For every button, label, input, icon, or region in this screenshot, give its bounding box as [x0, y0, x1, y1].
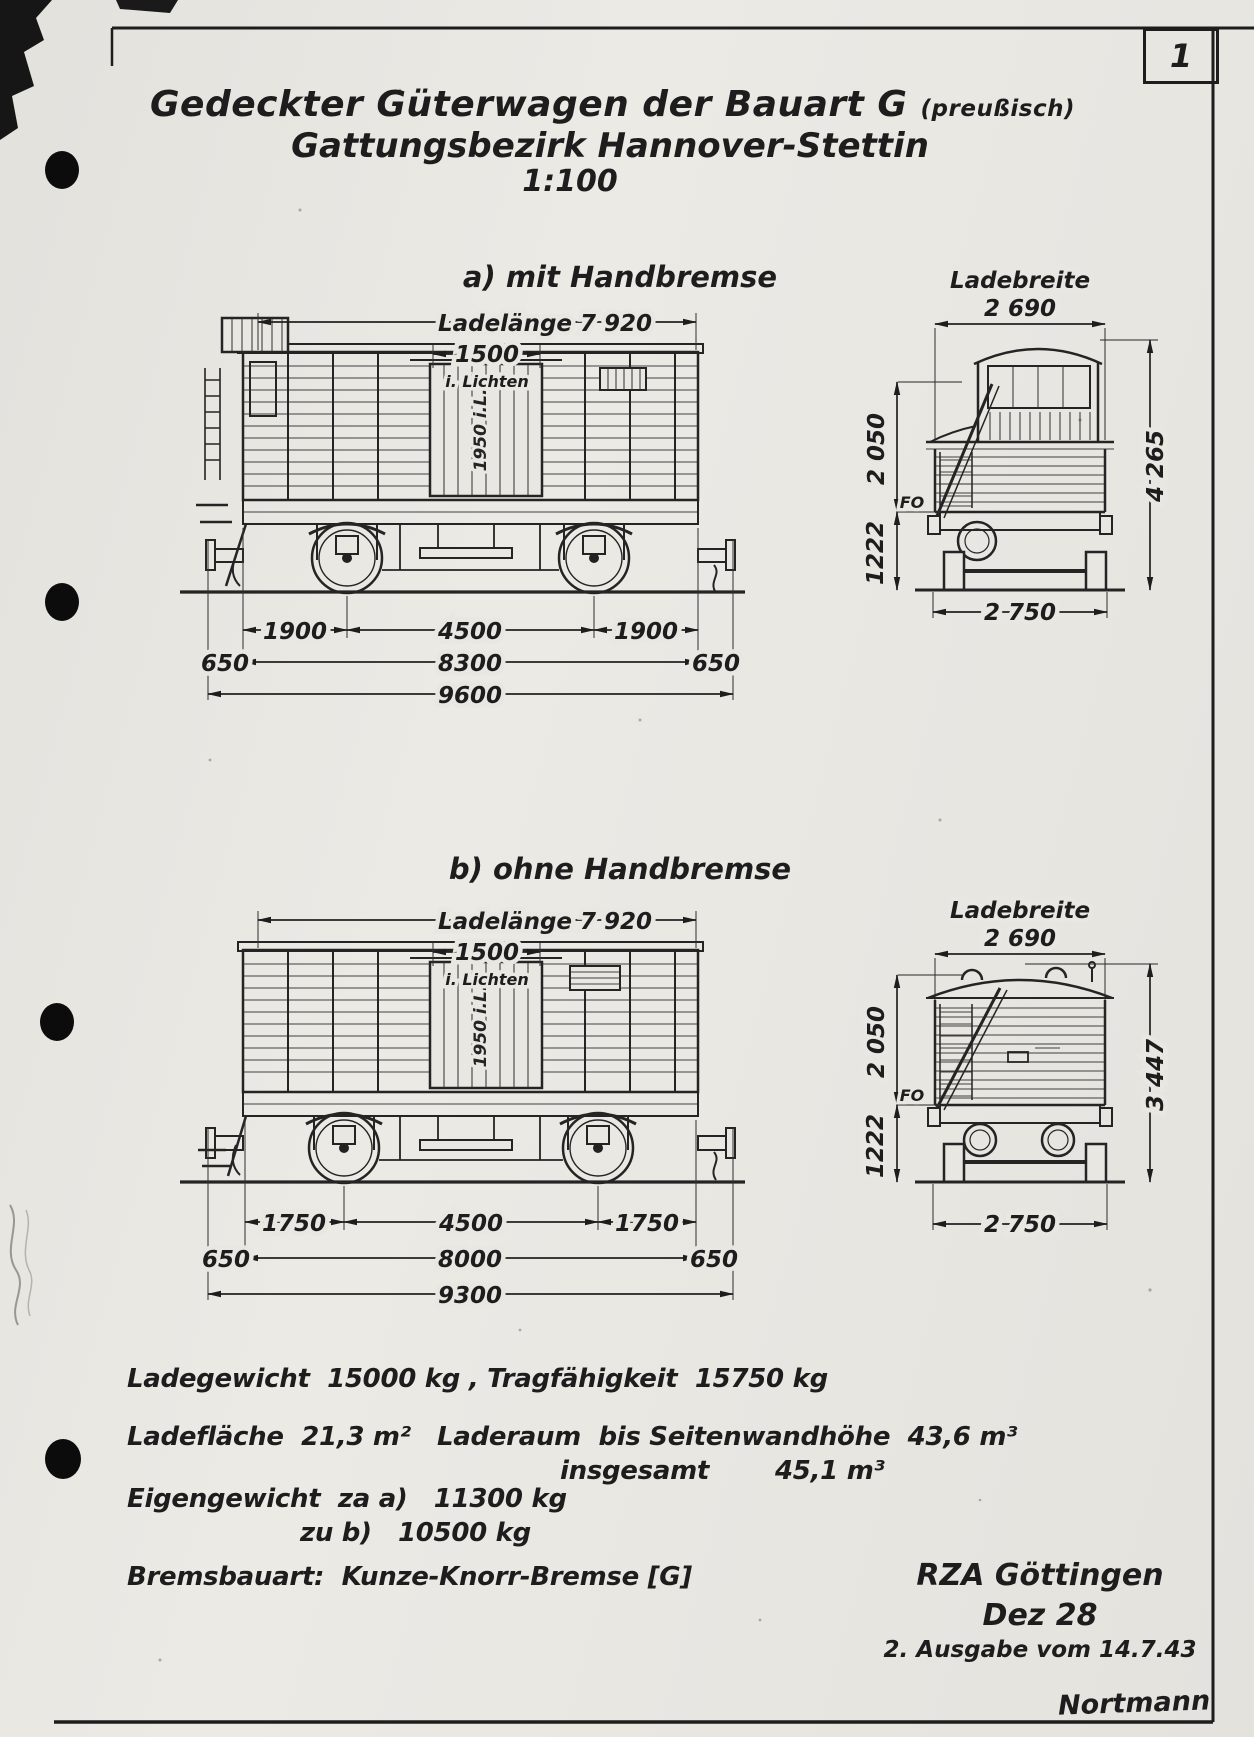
spec-total-value: 45,1 m³	[775, 1456, 885, 1486]
dim-ladebreite-a: 2 690	[983, 296, 1057, 322]
dim-lower-height-a: 1222	[863, 520, 889, 586]
door-height-dim-b: 1950 i.L.	[471, 984, 491, 1068]
dim-base-width-a: 2 750	[983, 600, 1057, 626]
dim-door-note-a: i. Lichten	[445, 372, 529, 391]
dim-wheelbase-a: 4500	[437, 619, 503, 645]
dim-overhang-left-a: 650	[200, 651, 250, 677]
margin-scribble	[10, 1205, 20, 1325]
dim-axle-left-b: 1750	[261, 1211, 327, 1237]
floor-mark-b: FO	[899, 1086, 925, 1105]
punch-hole	[45, 583, 79, 621]
margin-scribble	[25, 1210, 31, 1316]
title-main: Gedeckter Güterwagen der Bauart G	[150, 84, 908, 125]
punch-hole	[45, 1439, 81, 1479]
dim-lower-height-b: 1222	[863, 1113, 889, 1179]
wagon-a-end-view	[863, 268, 1169, 626]
door-height-dim-a: 1950 i.L.	[471, 388, 491, 472]
dim-door-width-b: 1500	[454, 940, 520, 966]
label-ladebreite-b: Ladebreite	[949, 898, 1091, 924]
wheel	[306, 1113, 382, 1183]
dim-total-height-a: 4 265	[1143, 429, 1169, 503]
dim-wheelbase-b: 4500	[438, 1211, 504, 1237]
dim-frame-b: 8000	[437, 1247, 503, 1273]
section-b-heading: b) ohne Handbremse	[448, 852, 792, 886]
dim-axle-right-a: 1900	[613, 619, 679, 645]
dim-ladebreite-b: 2 690	[983, 926, 1057, 952]
spec-load-weight: Ladegewicht 15000 kg , Tragfähigkeit 15750 kg	[127, 1364, 828, 1394]
label-ladebreite-a: Ladebreite	[949, 268, 1091, 294]
punch-hole	[40, 1003, 74, 1041]
wheel	[309, 523, 385, 593]
wagon-b-end-view	[863, 898, 1169, 1238]
page-subtitle: Gattungsbezirk Hannover-Stettin	[291, 126, 929, 167]
wheel	[556, 523, 632, 593]
spec-total-label: insgesamt	[560, 1456, 709, 1486]
page-number: 1	[1143, 28, 1219, 84]
wheel	[560, 1113, 636, 1183]
spec-load-area: Ladefläche 21,3 m² Laderaum bis Seitenwandhöhe 43,6 m³	[127, 1422, 1018, 1452]
floor-mark-a: FO	[899, 493, 925, 512]
title-paren: (preußisch)	[920, 96, 1075, 122]
punch-hole	[45, 151, 79, 189]
dim-total-length-b: 9300	[437, 1283, 503, 1309]
drawing-office-block	[860, 1556, 1220, 1666]
drawing-scale: 1:100	[522, 164, 618, 199]
dim-ladelaenge-b: Ladelänge 7 920	[437, 909, 653, 935]
section-a-heading: a) mit Handbremse	[462, 260, 778, 294]
dim-upper-height-a: 2 050	[864, 412, 890, 486]
dim-base-width-b: 2 750	[983, 1212, 1057, 1238]
drawing-date: Dez 28	[982, 1597, 1098, 1633]
dim-overhang-right-b: 650	[689, 1247, 739, 1273]
spec-tare-b: zu b) 10500 kg	[300, 1518, 531, 1548]
dim-overhang-left-b: 650	[201, 1247, 251, 1273]
dim-total-length-a: 9600	[437, 683, 503, 709]
dim-total-height-b: 3 447	[1143, 1038, 1169, 1112]
dim-frame-a: 8300	[437, 651, 503, 677]
dim-door-note-b: i. Lichten	[445, 970, 529, 989]
dim-door-width-a: 1500	[454, 342, 520, 368]
dim-overhang-right-a: 650	[691, 651, 741, 677]
title-block	[150, 84, 1075, 167]
spec-tare-a: Eigengewicht za a) 11300 kg	[127, 1484, 567, 1514]
dim-upper-height-b: 2 050	[864, 1005, 890, 1079]
dim-ladelaenge-a: Ladelänge 7 920	[437, 311, 653, 337]
spec-brake-type: Bremsbauart: Kunze-Knorr-Bremse [G]	[127, 1562, 692, 1592]
signature: Nortmann	[1057, 1685, 1211, 1722]
page-title	[150, 84, 1075, 126]
dim-axle-left-a: 1900	[262, 619, 328, 645]
dim-axle-right-b: 1750	[614, 1211, 680, 1237]
drawing-office: RZA Göttingen	[916, 1558, 1164, 1593]
drawing-edition: 2. Ausgabe vom 14.7.43	[883, 1637, 1197, 1664]
